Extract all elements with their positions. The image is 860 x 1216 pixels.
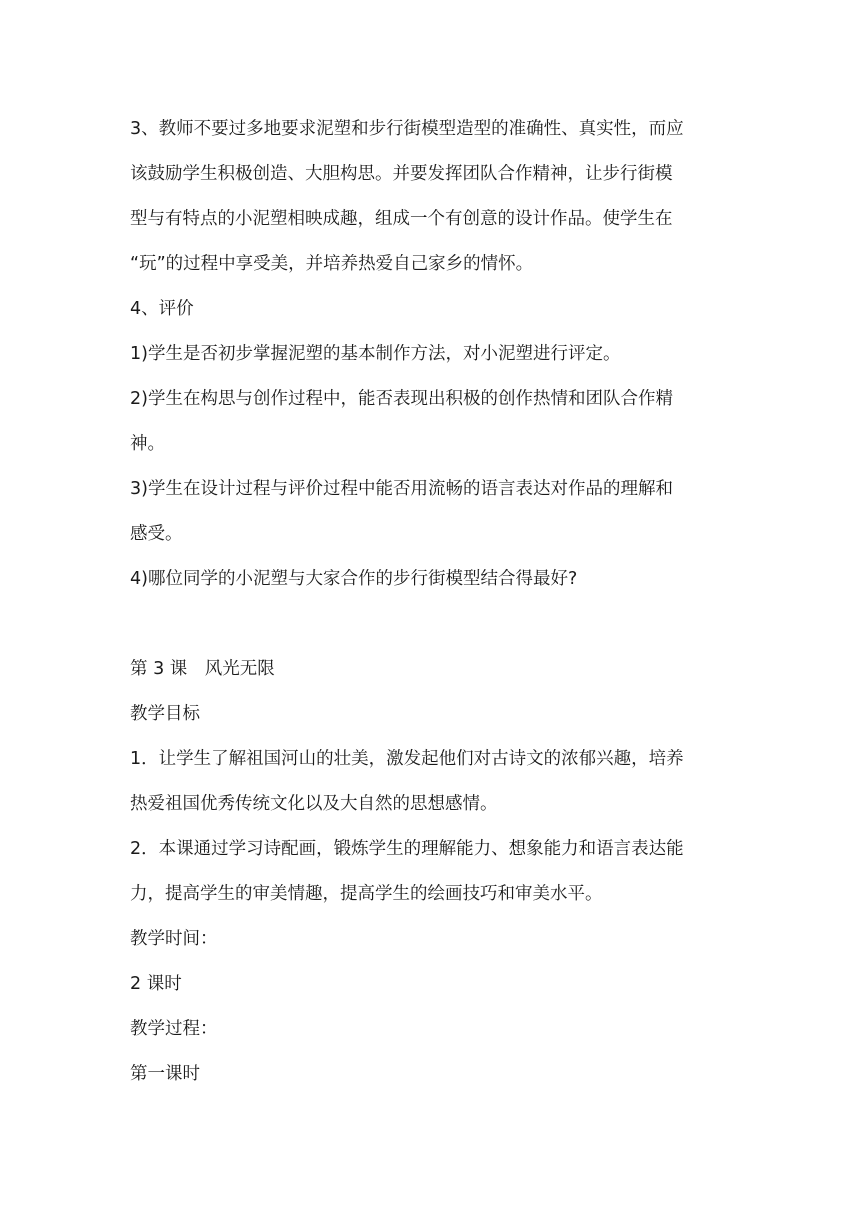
paragraph-line: 2 课时 — [130, 974, 182, 994]
paragraph-line: 型与有特点的小泥塑相映成趣，组成一个有创意的设计作品。使学生在 — [130, 209, 673, 229]
list-item: 1)学生是否初步掌握泥塑的基本制作方法，对小泥塑进行评定。 — [130, 344, 621, 364]
section-heading: 教学过程： — [130, 1019, 218, 1039]
section-heading: 教学目标 — [130, 704, 200, 724]
list-item-continuation: 力，提高学生的审美情趣，提高学生的绘画技巧和审美水平。 — [130, 884, 603, 904]
list-item: 2．本课通过学习诗配画，锻炼学生的理解能力、想象能力和语言表达能 — [130, 839, 684, 859]
list-item: 1．让学生了解祖国河山的壮美，激发起他们对古诗文的浓郁兴趣，培养 — [130, 749, 684, 769]
list-item: 4)哪位同学的小泥塑与大家合作的步行街模型结合得最好? — [130, 569, 578, 589]
list-item: 3)学生在设计过程与评价过程中能否用流畅的语言表达对作品的理解和 — [130, 479, 673, 499]
list-item: 2)学生在构思与创作过程中，能否表现出积极的创作热情和团队合作精 — [130, 389, 673, 409]
paragraph-line: 3、教师不要过多地要求泥塑和步行街模型造型的准确性、真实性，而应 — [130, 119, 684, 139]
list-item-continuation: 热爱祖国优秀传统文化以及大自然的思想感情。 — [130, 794, 498, 814]
section-heading: 4、评价 — [130, 299, 194, 319]
section-heading: 教学时间： — [130, 929, 218, 949]
section-heading: 第一课时 — [130, 1064, 200, 1084]
list-item-continuation: 神。 — [130, 434, 165, 454]
lesson-title: 第 3 课 风光无限 — [130, 659, 275, 679]
paragraph-line: “玩”的过程中享受美，并培养热爱自己家乡的情怀。 — [130, 254, 534, 274]
list-item-continuation: 感受。 — [130, 524, 183, 544]
paragraph-line: 该鼓励学生积极创造、大胆构思。并要发挥团队合作精神，让步行街模 — [130, 164, 673, 184]
